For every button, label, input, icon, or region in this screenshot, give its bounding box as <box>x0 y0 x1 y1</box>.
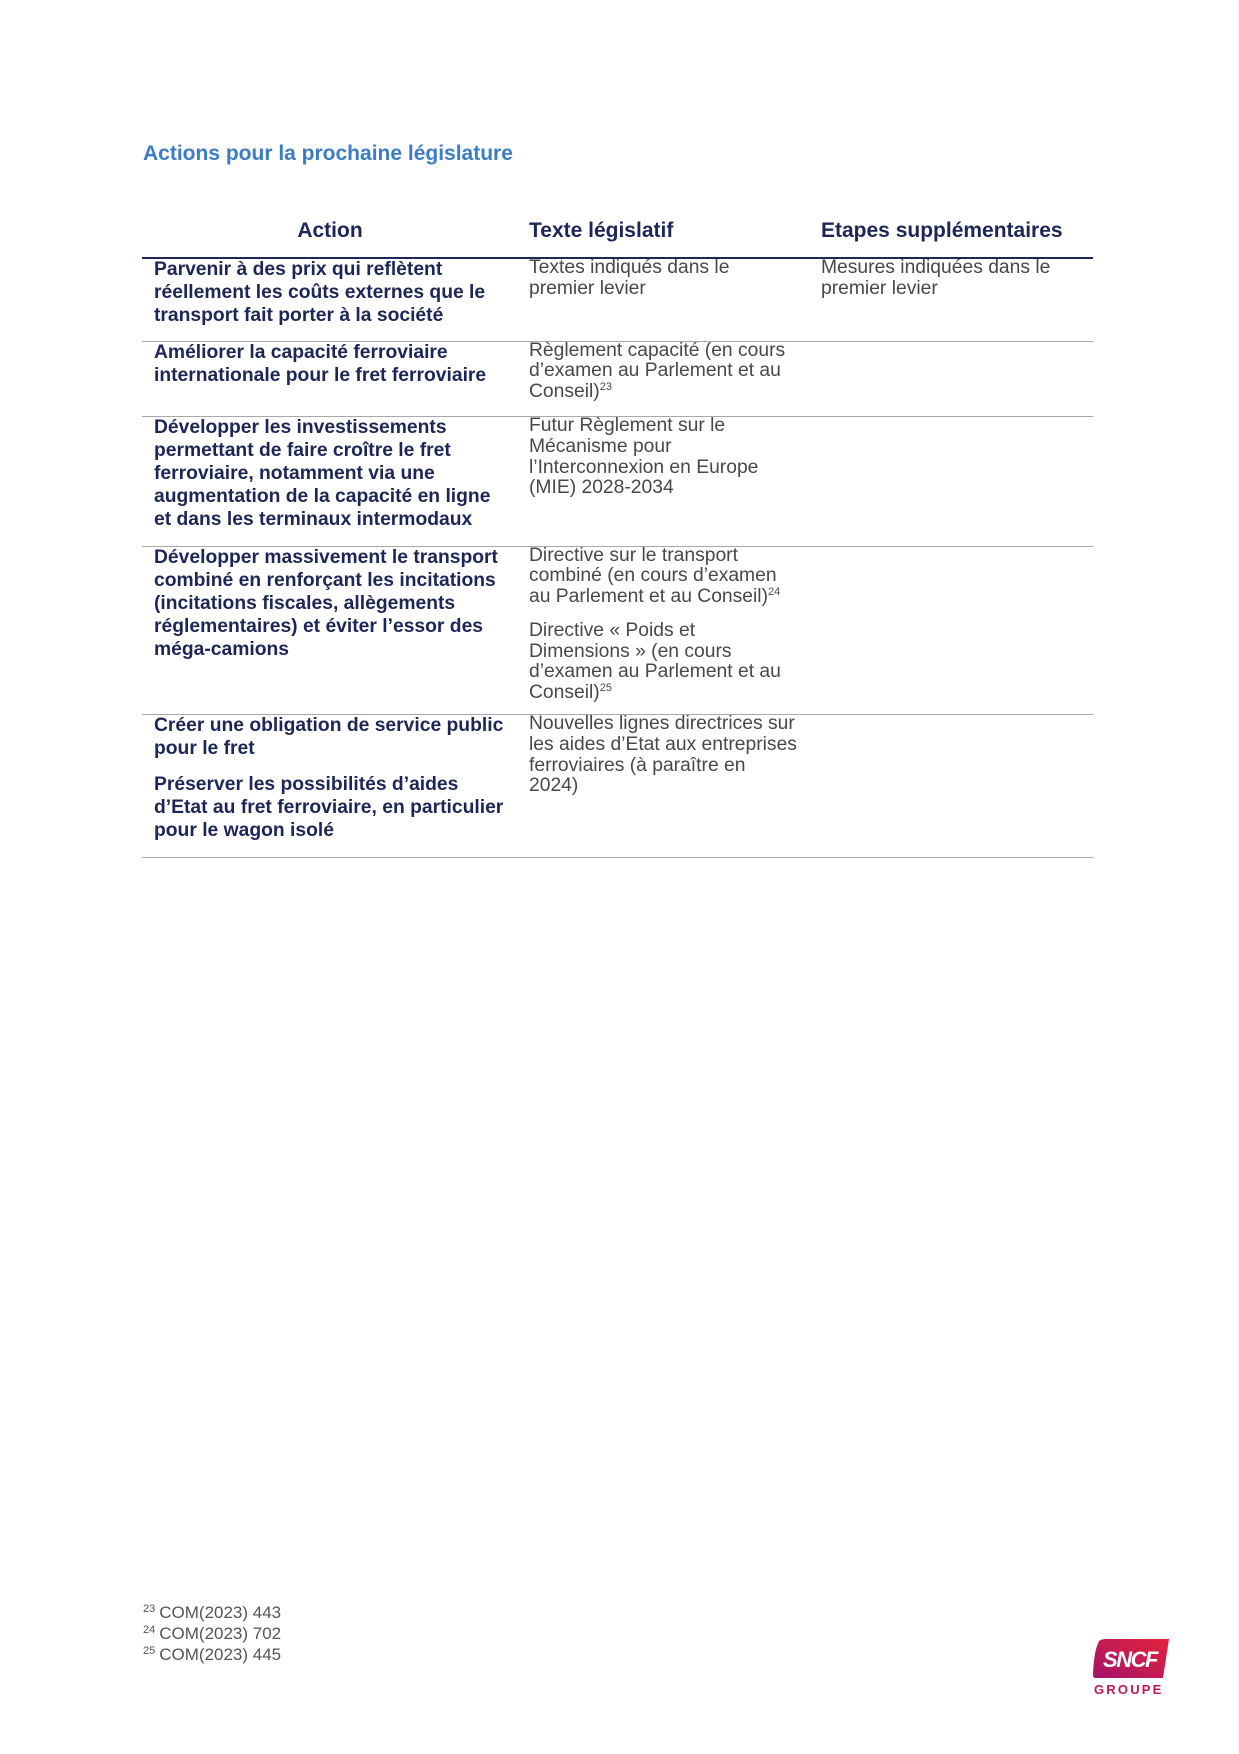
footnote-reference: 25 <box>599 682 612 695</box>
logo-subtitle: GROUPE <box>1094 1682 1164 1697</box>
logo-wordmark: SNCF <box>1103 1647 1157 1672</box>
action-text: Créer une obligation de service public pour le fret <box>154 715 504 759</box>
action-text: Développer les investissements permettant de faire croître le fret ferroviaire, notamment via une augmentation de la capacité en ligne et dans les terminaux intermodaux <box>154 417 491 530</box>
legislative-text <box>529 621 814 704</box>
action-cell <box>154 416 524 531</box>
footnote-number: 23 <box>143 1603 156 1615</box>
footnotes <box>143 1602 281 1665</box>
footnote <box>143 1602 281 1623</box>
steps-cell <box>821 258 1086 300</box>
action-cell <box>154 546 524 661</box>
legislative-text <box>529 546 814 608</box>
column-header-action: Action <box>297 219 363 242</box>
action-text: Développer massivement le transport combiné en renforçant les incitations (incitations fiscales, allègements réglementaires) et éviter l’essor des méga-camions <box>154 546 498 660</box>
legislative-text <box>529 341 814 403</box>
footnote-reference: 24 <box>768 586 781 599</box>
footnote <box>143 1644 281 1665</box>
footnote-number: 25 <box>143 1645 156 1657</box>
legislative-text <box>529 258 814 300</box>
action-cell <box>154 714 524 842</box>
sncf-logo-mark <box>1093 1639 1169 1679</box>
legislative-text-body: Textes indiqués dans le premier levier <box>529 257 730 299</box>
action-cell <box>154 258 524 327</box>
sncf-logo <box>1093 1639 1169 1679</box>
legislative-text-cell <box>529 714 814 797</box>
table-row <box>142 544 1093 716</box>
section-heading: Actions pour la prochaine législature <box>143 142 513 165</box>
table-row <box>142 715 1093 858</box>
table-row <box>142 339 1093 418</box>
action-text: Parvenir à des prix qui reflètent réellement les coûts externes que le transport fait porter à la société <box>154 259 486 326</box>
footnote <box>143 1623 281 1644</box>
legislative-text-cell <box>529 416 814 499</box>
footnote-text: COM(2023) 445 <box>159 1645 282 1664</box>
action-text: Préserver les possibilités d’aides d’Etat au fret ferroviaire, en particulier pour le wagon isolé <box>154 774 504 841</box>
footnote-text: COM(2023) 443 <box>159 1603 282 1622</box>
action-cell <box>154 341 524 387</box>
legislative-text-cell <box>529 341 814 403</box>
footnote-text: COM(2023) 702 <box>159 1624 282 1643</box>
actions-table <box>142 212 1093 858</box>
footnote-number: 24 <box>143 1624 156 1636</box>
legislative-text-body: Directive « Poids et Dimensions » (en cours d’examen au Parlement et au Conseil) <box>529 619 781 704</box>
legislative-text-body: Nouvelles lignes directrices sur les aides d’Etat aux entreprises ferroviaires (à paraître en 2024) <box>529 713 797 797</box>
legislative-text-body: Directive sur le transport combiné (en cours d’examen au Parlement et au Conseil) <box>529 544 777 608</box>
column-header-additional-steps: Etapes supplémentaires <box>821 219 1063 242</box>
legislative-text-body: Règlement capacité (en cours d’examen au Parlement et au Conseil) <box>529 339 786 403</box>
legislative-text-body: Futur Règlement sur le Mécanisme pour l’Interconnexion en Europe (MIE) 2028-2034 <box>529 415 759 499</box>
legislative-text-cell <box>529 258 814 300</box>
column-header-legislative-text: Texte législatif <box>529 219 674 242</box>
table-row <box>142 259 1093 342</box>
legislative-text <box>529 416 814 499</box>
action-text: Améliorer la capacité ferroviaire internationale pour le fret ferroviaire <box>154 341 487 386</box>
table-row <box>142 417 1093 547</box>
footnote-reference: 23 <box>599 381 612 394</box>
legislative-text-cell <box>529 546 814 705</box>
table-header-row <box>142 212 1093 259</box>
legislative-text <box>529 714 814 797</box>
steps-text: Mesures indiquées dans le premier levier <box>821 257 1051 299</box>
